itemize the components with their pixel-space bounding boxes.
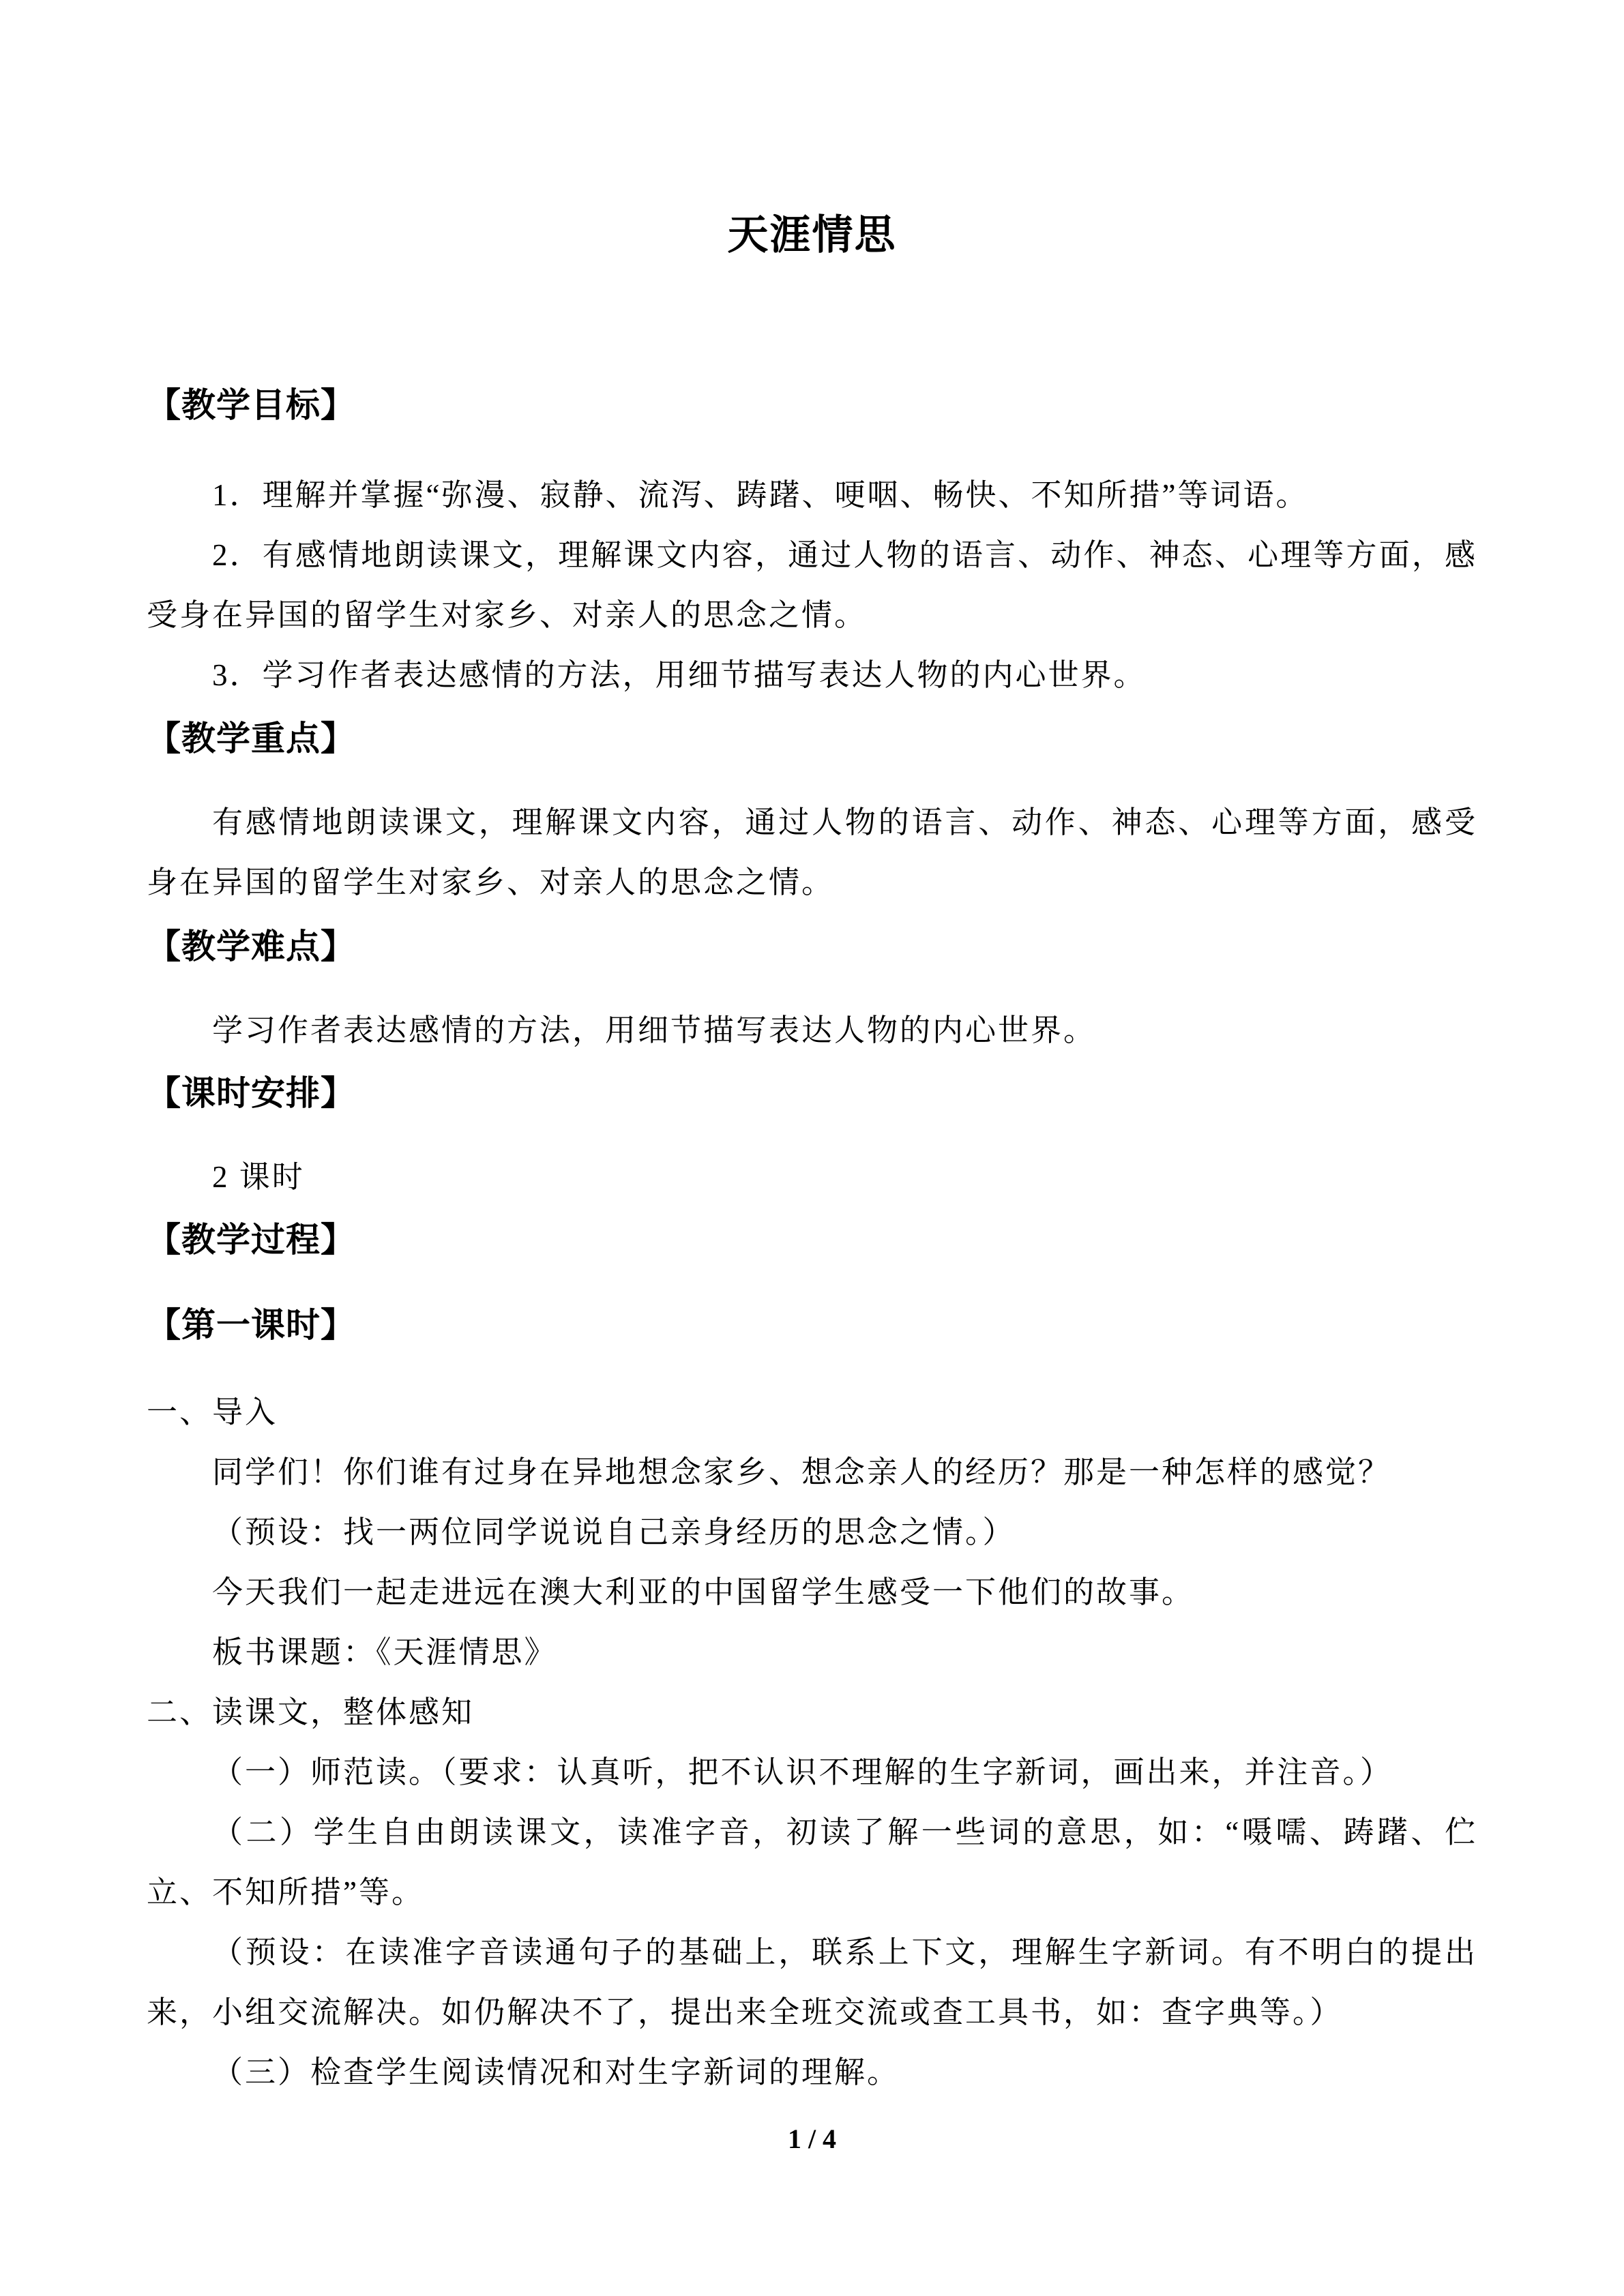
lesson-paragraph: （三）检查学生阅读情况和对生字新词的理解。 <box>212 2055 900 2089</box>
lesson-paragraph: 同学们！你们谁有过身在异地想念家乡、想念亲人的经历？那是一种怎样的感觉？ <box>212 1455 1391 1489</box>
document-content <box>147 0 1477 2102</box>
section-heading-first-lesson: 【第一课时】 <box>147 1306 355 1344</box>
lesson-paragraph: （二）学生自由朗读课文，读准字音，初读了解一些词的意思，如：“嗫嚅、踌躇、伫立、不知所措”等。 <box>147 1815 1477 1909</box>
objectives-list <box>147 465 1477 705</box>
lesson-paragraph: 板书课题：《天涯情思》 <box>212 1635 557 1669</box>
objective-item: 3．学习作者表达感情的方法，用细节描写表达人物的内心世界。 <box>212 658 1147 692</box>
section-heading-key-points: 【教学重点】 <box>147 719 355 758</box>
page-number: 1 / 4 <box>787 2123 837 2154</box>
schedule-body: 2 课时 <box>212 1160 305 1194</box>
lesson-paragraph: （一）师范读。（要求：认真听，把不认识不理解的生字新词，画出来，并注音。） <box>212 1755 1393 1789</box>
section-heading-process: 【教学过程】 <box>147 1221 355 1259</box>
lesson-paragraph: 一、导入 <box>147 1395 278 1429</box>
objective-item: 2．有感情地朗读课文，理解课文内容，通过人物的语言、动作、神态、心理等方面，感受身在异国的留学生对家乡、对亲人的思念之情。 <box>147 538 1477 632</box>
section-heading-difficulties: 【教学难点】 <box>147 927 355 966</box>
document-title: 天涯情思 <box>727 213 897 258</box>
key-points-body: 有感情地朗读课文，理解课文内容，通过人物的语言、动作、神态、心理等方面，感受身在异国的留学生对家乡、对亲人的思念之情。 <box>147 805 1477 899</box>
first-lesson-body <box>147 1382 1477 2102</box>
difficulties-body: 学习作者表达感情的方法，用细节描写表达人物的内心世界。 <box>212 1013 1097 1047</box>
lesson-paragraph: （预设：找一两位同学说说自己亲身经历的思念之情。） <box>212 1515 1016 1549</box>
lesson-paragraph: 今天我们一起走进远在澳大利亚的中国留学生感受一下他们的故事。 <box>212 1575 1195 1609</box>
section-heading-schedule: 【课时安排】 <box>147 1074 355 1112</box>
section-heading-objectives: 【教学目标】 <box>147 386 355 424</box>
lesson-paragraph: （预设：在读准字音读通句子的基础上，联系上下文，理解生字新词。有不明白的提出来，小组交流解决。如仍解决不了，提出来全班交流或查工具书，如：查字典等。） <box>147 1935 1477 2029</box>
lesson-paragraph: 二、读课文，整体感知 <box>147 1695 475 1729</box>
objective-item: 1．理解并掌握“弥漫、寂静、流泻、踌躇、哽咽、畅快、不知所措”等词语。 <box>212 478 1309 512</box>
